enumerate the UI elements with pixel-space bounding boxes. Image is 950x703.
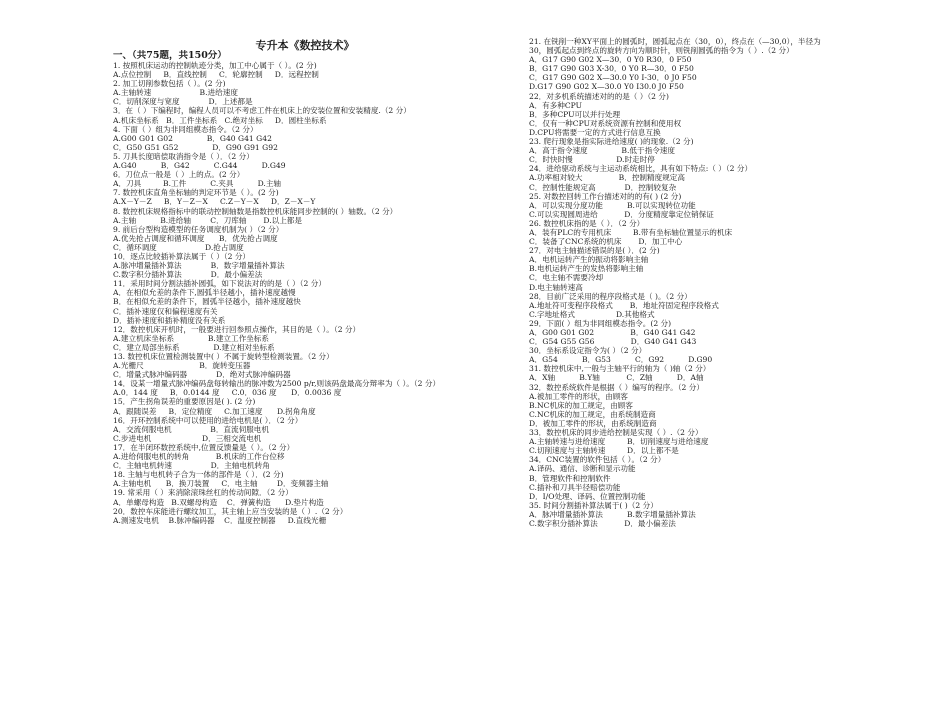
- question-line: 29．下面( ）组为非同组模态指令。(2 分): [529, 318, 672, 328]
- question-line: A．可以实现分度功能 B.可以实现转位功能: [529, 200, 696, 210]
- question-line: A.被加工零件的形状，由顾客: [529, 391, 629, 401]
- right-question-column: [529, 37, 899, 528]
- question-line: 9. 前后台型构造模型的任务调度机制为( ）（2 分）: [113, 224, 284, 234]
- question-line: C．G50 G51 G52 D．G90 G91 G92: [113, 142, 278, 152]
- question-line: C．仅有一种CPU对系统资源有控制和使用权: [529, 118, 682, 128]
- question-line: 10．逐点比较插补算法属于（ ）（2 分）: [113, 251, 251, 261]
- question-line: A.主轴电机 B．换刀装置 C．电主轴 D．变频器主轴: [113, 479, 329, 489]
- question-line: 34．CNC装置的软件包括（ ）。（2 分）: [529, 455, 666, 465]
- question-line: C.步进电机 D．三相交流电机: [113, 433, 262, 443]
- question-line: A．G00 G01 G02 B．G40 G41 G42: [529, 328, 696, 337]
- question-line: D.电主轴转速高: [529, 282, 583, 292]
- question-line: 27．对电主轴描述错误的是( ）．(2 分): [529, 246, 660, 256]
- question-line: B.电机运转产生的发热将影响主轴: [529, 264, 644, 274]
- question-line: 7. 数控机床直角坐标轴的判定环节是（ ）。(2 分): [113, 188, 279, 198]
- question-line: A．单螺母构造 B.双螺母构造 C．弹簧构造 D.垫片构造: [113, 497, 324, 507]
- question-line: C.数字积分插补算法 D．最小偏差法: [529, 518, 676, 528]
- question-line: A.脉冲增量插补算法 B．数字增量插补算法: [113, 261, 285, 271]
- question-line: 25. 对数控回转工作台描述对的的有( ) (2 分): [529, 191, 682, 201]
- question-line: 15．产生拐角误差的重要原因是( ). (2 分): [113, 397, 256, 407]
- question-line: A.主轴转速 B.进给速度: [113, 88, 238, 98]
- question-line: C．循环调度 D.抢占调度: [113, 242, 244, 252]
- question-line: 8. 数控机床规格指标中的联动控制轴数是指数控机床能同步控制的( ）轴数。（2 分）: [113, 206, 398, 216]
- question-line: 12．数控机床开机时，一般要进行回参照点操作，其目的是（ ）。（2 分）: [113, 324, 361, 334]
- question-line: C．主轴电机转速 D．主轴电机转角: [113, 461, 270, 471]
- question-line: A.光栅尺 B．旋转变压器: [113, 361, 251, 371]
- question-line: D.CPU将需要一定的方式进行信息互换: [529, 127, 661, 137]
- question-line: 16．开环控制系统中可以使用的进给电机是( ）．（2 分）: [113, 415, 303, 425]
- question-line: 11．采用时间分割法插补圆弧，如下说法对的的是（ ）（2 分）: [113, 279, 326, 289]
- question-line: A.译码、通信、诊断和显示功能: [529, 464, 636, 474]
- question-line: 17．在半闭环数控系统中,位置反馈量是（ ）。（2 分）: [113, 442, 295, 452]
- question-line: 24．进给驱动系统与主运动系统相比，具有如下特点:（ ）（2 分）: [529, 164, 753, 174]
- question-line: 23. 爬行现象是指实际进给速度( )的现象.（2 分): [529, 137, 694, 147]
- left-question-column: [113, 50, 511, 525]
- question-line: 30．坐标系设定指令为( ）（2 分）: [529, 346, 647, 356]
- question-line: 30，圆弧起点到终点的旋转方向为顺时针，则铣削圆弧的指令为（ ）.（2 分）: [529, 46, 794, 56]
- section-heading: 一、（共75题，共150分）: [113, 50, 227, 61]
- question-line: A.优先抢占调度和循环调度 B．优先抢占调度: [113, 233, 278, 243]
- question-line: 32．数控系统软件是根据（ ）编写的程序。（2 分）: [529, 382, 704, 392]
- question-line: A．脉冲增量插补算法 B.数字增量插补算法: [529, 509, 696, 519]
- question-line: 3．在（ ）下编程时，编程人员可以不考虑工件在机床上的安装位置和安装精度.（2 分）: [113, 106, 411, 116]
- question-line: D．插补速度和插补精度没有关系: [113, 315, 226, 325]
- question-line: A．电机运转产生的振动将影响主轴: [529, 255, 649, 265]
- question-line: C.可以实现圆周进给 D．分度精度靠定位销保证: [529, 209, 714, 219]
- question-line: A．交流伺服电机 B．直流伺服电机: [113, 424, 269, 434]
- question-line: A．高于指令速度 B.低于指令速度: [529, 146, 675, 156]
- question-line: 28．目前广泛采用的程序段格式是（ )。（2 分）: [529, 291, 692, 301]
- question-line: A.测速发电机 B.脉冲编码器 C．温度控制器 D.直线光栅: [113, 515, 327, 525]
- question-line: C.插补和刀具半径赔偿功能: [529, 482, 621, 492]
- question-line: A.建立机床坐标系 B.建立工作坐标系: [113, 333, 269, 343]
- question-line: 1. 按照机床运动的控制轨迹分类，加工中心属于（ ）。(2 分): [113, 61, 317, 70]
- question-line: C．电主轴不需要冷却: [529, 273, 604, 283]
- question-line: A.主轴 B.进给轴 C．刀库轴 D.以上都是: [113, 215, 302, 225]
- question-line: C．时快时慢 D.时走时停: [529, 155, 655, 165]
- question-line: 18. 主轴与电机转子合为一体的部件是（ ）．(2 分): [113, 470, 284, 480]
- question-line: C．装备了CNC系统的机床 D．加工中心: [529, 237, 683, 247]
- question-line: B．管理软件和控制软件: [529, 473, 611, 483]
- question-line: 22．对多机系统描述对的的是（ ）（2 分): [529, 91, 669, 101]
- question-line: A．跟随误差 B．定位精度 C.加工速度 D.拐角角度: [113, 406, 316, 416]
- question-line: B.NC机床的加工规定，由顾客: [529, 400, 633, 410]
- question-line: 35. 时间分割插补算法属于( )（2 分）: [529, 500, 658, 510]
- question-line: A.G40 B．G42 C.G44 D.G49: [113, 161, 286, 171]
- question-line: A.G00 G01 G02 B．G40 G41 G42: [113, 133, 272, 143]
- question-line: A．G17 G90 G02 X—30．0 Y0 R30．0 F50: [529, 55, 692, 65]
- question-line: 19. 常采用（ ）来消除滚珠丝杠的传动间隙．（2 分）: [113, 488, 293, 498]
- question-line: C．增量式脉冲编码器 D．绝对式脉冲编码器: [113, 370, 291, 380]
- question-line: 13. 数控机床位置检测装置中( ）不属于旋转型检测装置。（2 分）: [113, 352, 334, 361]
- question-line: B．多种CPU可以并行处理: [529, 109, 621, 119]
- question-line: 31. 数控机床中,一般与主轴平行的轴为（ )轴（2 分）: [529, 364, 711, 374]
- question-line: B．在相似允差的条件下，圆弧半径越小，插补速度越快: [113, 297, 301, 307]
- question-line: D．被加工零件的形状，由系统制造商: [529, 418, 657, 428]
- question-line: 4. 下面（ ）组为非同组模态指令。（2 分）: [113, 124, 258, 134]
- question-line: C．切削深度与宽度 D．上述都是: [113, 97, 253, 107]
- question-line: A．有多种CPU: [529, 100, 583, 110]
- question-line: A.地址符可变程序段格式 B．地址符固定程序段格式: [529, 300, 719, 310]
- question-line: A．装有PLC的专用机床 B.带有坐标轴位置显示的机床: [529, 227, 733, 237]
- question-line: D.G17 G90 G02 X—30.0 Y0 I30.0 J0 F50: [529, 82, 684, 92]
- question-line: A.0．144 度 B．0.0144 度 C.0．036 度 D．0.0036 度: [113, 388, 342, 398]
- question-line: A．在相似允差的条件下,圆弧半径越小，插补速度越慢: [113, 288, 296, 298]
- question-line: C．插补速度仅和偏程速度有关: [113, 306, 218, 316]
- question-line: 33．数控机床的同步进给控制是实现（ ）.（2 分）: [529, 428, 703, 438]
- question-line: A．X轴 B.Y轴 C．Z轴 D．A轴: [529, 373, 704, 383]
- question-line: C.字地址格式 D.其他格式: [529, 309, 655, 319]
- question-line: A.点位控制 B．直线控制 C．轮廓控制 D．远程控制: [113, 70, 319, 80]
- question-line: C．G54 G55 G56 D．G40 G41 G43: [529, 337, 697, 347]
- question-line: 21. 在铣削一种XY平面上的圆弧时，圆弧起点在（30，0），终点在（—30,0），半径为: [529, 37, 821, 46]
- question-line: A.主轴转速与进给速度 B．切削速度与进给速度: [529, 437, 709, 447]
- question-line: C.切削速度与主轴转速 D．以上都不是: [529, 446, 679, 456]
- question-line: 14．设某一增量式脉冲编码盘每转输出的脉冲数为2500 p/r,则该码盘最高分辩率为（ ）。（2 分）: [113, 379, 441, 389]
- question-line: A.进给伺服电机的转角 B.机床的工作台位移: [113, 452, 285, 462]
- question-line: C．控制性能规定高 D．控制较复杂: [529, 182, 677, 192]
- question-line: 6．刀位点一般是（ ）上的点。(2 分）: [113, 170, 245, 180]
- question-line: 26. 数控机床指的是（ ）．（2 分）: [529, 218, 645, 228]
- question-line: A.功率相对较大 B．控制精度规定高: [529, 173, 685, 183]
- question-line: A．刀具 B.工件 C.夹具 D.主轴: [113, 179, 282, 189]
- question-line: A.机床坐标系 B．工件坐标系 C.绝对坐标 D．圆柱坐标系: [113, 115, 327, 125]
- question-line: 5. 刀具长度暗偿取消指令是（ ）．（2 分）: [113, 151, 254, 161]
- question-line: 20．数控车床能进行螺纹加工，其主轴上应当安装的是（ ）.（2 分）: [113, 506, 348, 516]
- question-line: C.数字积分插补算法 D．最小偏差法: [113, 270, 263, 280]
- question-line: 2. 加工切削参数包括（ ）。(2 分): [113, 79, 226, 89]
- page-title: 专升本《数控技术》: [255, 39, 355, 52]
- question-line: C．G17 G90 G02 X—30.0 Y0 I-30．0 J0 F50: [529, 73, 697, 83]
- question-line: B．G17 G90 G03 X-30．0 Y0 R—30．0 F50: [529, 64, 694, 74]
- question-line: A．G54 B．G53 C．G92 D.G90: [529, 355, 713, 365]
- question-line: C．建立局部坐标系 D.建立相对坐标系: [113, 342, 275, 352]
- question-line: A.X－Y－Z B．Y－Z－X C.Z－Y－X D．Z－X－Y: [113, 197, 316, 207]
- question-line: C.NC机床的加工规定，由系统制造商: [529, 409, 656, 419]
- question-line: D．I/O处理、译码、位置控制功能: [529, 491, 646, 501]
